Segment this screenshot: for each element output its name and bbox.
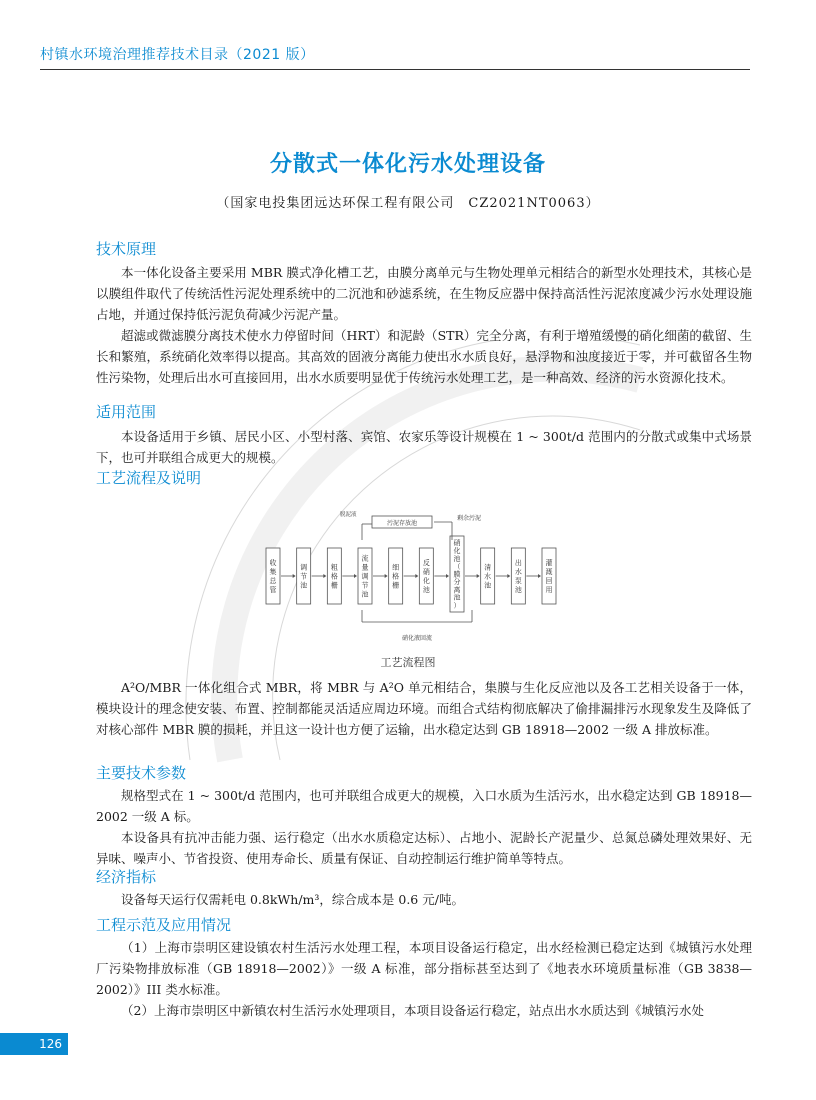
flow-box-label: （ <box>453 562 461 571</box>
document-title: 分散式一体化污水处理设备 <box>269 151 546 177</box>
flow-box-label: 化 <box>422 577 430 586</box>
flow-box-label: 清 <box>484 563 492 572</box>
flow-box-label: 细 <box>392 563 400 572</box>
flow-box-label: 格 <box>392 572 400 581</box>
flow-box-label: 收 <box>269 559 277 568</box>
flow-box-label: 水 <box>484 572 492 581</box>
principle-text <box>96 262 752 388</box>
flow-box-label: 反 <box>422 559 430 568</box>
flow-box-label: 泵 <box>514 577 522 586</box>
flow-box-label: 溉 <box>545 568 553 577</box>
paragraph: 本一体化设备主要采用 MBR 膜式净化槽工艺，由膜分离单元与生物处理单元相结合的新型水处理技术，其核心是以膜组件取代了传统活性污泥处理系统中的二沉池和砂滤系统，在生物反应器中保持高活性污泥浓度减少污水处理设施占地，并通过保持低污泥负荷减少污泥产量。 <box>96 265 752 322</box>
flow-box-label: 池 <box>514 586 522 595</box>
flow-box-label: 流 <box>361 554 369 563</box>
section-heading-scope: 适用范围 <box>96 403 157 421</box>
flow-arrow-head <box>385 574 388 578</box>
flow-box-label: 灌 <box>545 559 553 568</box>
flow-box-label: 格 <box>330 572 338 581</box>
paragraph: 超滤或微滤膜分离技术使水力停留时间（HRT）和泥龄（STR）完全分离，有利于增殖缓慢的硝化细菌的截留、生长和繁殖，系统硝化效率得以提高。其高效的固液分离能力使出水水质良好，悬浮物和浊度接近于零，并可截留各生物性污染物，处理后出水可直接回用，出水水质要明显优于传统污水处理工艺，是一种高效、经济的污水资源化技术。 <box>96 328 752 385</box>
flow-box-label: 硝 <box>453 539 461 548</box>
document-subtitle: （国家电投集团远达环保工程有限公司 CZ2021NT0063） <box>216 196 600 211</box>
flow-box-label: 水 <box>514 568 522 577</box>
paragraph: 本设备适用于乡镇、居民小区、小型村落、宾馆、农家乐等设计规模在 1 ~ 300t/d 范围内的分散式或集中式场景下，也可并联组合成更大的规模。 <box>96 429 752 465</box>
remaining-sludge-label: 剩余污泥 <box>457 515 482 522</box>
section-heading-process: 工艺流程及说明 <box>96 469 202 487</box>
section-heading-economy: 经济指标 <box>96 868 157 886</box>
flow-box-label: 池 <box>422 586 430 595</box>
flow-box-label: 节 <box>300 572 308 581</box>
paragraph: （1）上海市崇明区建设镇农村生活污水处理工程，本项目设备运行稳定，出水经检测已稳定达到《城镇污水处理厂污染物排放标准（GB 18918—2002）》一级 A 标准，部分指标甚至达到了《地表水环境质量标准（GB 3838—2002）》III 类水标准。 <box>96 940 752 997</box>
flow-box-label: 粗 <box>330 563 338 572</box>
paragraph: 本设备具有抗冲击能力强、运行稳定（出水水质稳定达标）、占地小、泥龄长产泥量少、总氮总磷处理效果好、无异味、噪声小、节省投资、使用寿命长、质量有保证、自动控制运行维护简单等特点。 <box>96 830 752 866</box>
flow-box-label: 池 <box>361 590 369 599</box>
cases-text <box>96 937 752 1021</box>
figure-caption: 工艺流程图 <box>380 656 436 669</box>
paragraph: A²O/MBR 一体化组合式 MBR，将 MBR 与 A²O 单元相结合，集膜与生化反应池以及各工艺相关设备于一体，模块设计的理念使安装、布置、控制都能灵活适应周边环境。而组合式结构彻底解决了偷排漏排污水现象发生及降低了对核心部件 MBR 膜的损耗，并且这一设计也方便了运输，出水稳定达到 GB 18918—2002 一级 A 排放标准。 <box>96 680 752 737</box>
sludge-label: 污泥存放池 <box>386 520 418 527</box>
flow-arrow-head <box>477 574 480 578</box>
flow-box-label: 集 <box>269 568 277 577</box>
flow-arrow-head <box>293 574 296 578</box>
paragraph: 设备每天运行仅需耗电 0.8kWh/m³，综合成本是 0.6 元/吨。 <box>121 892 464 907</box>
return-label: 硝化液回流 <box>401 635 433 642</box>
flow-box-label: 池 <box>300 581 308 590</box>
flow-box-label: 量 <box>361 563 369 572</box>
flow-box-label: 池 <box>453 554 461 563</box>
flow-box-label: 节 <box>361 581 369 590</box>
flow-box-label: 出 <box>514 559 522 568</box>
flow-box-label: 调 <box>300 563 308 572</box>
flow-box-label: 管 <box>269 586 277 595</box>
flow-arrow-head <box>354 574 357 578</box>
flow-box-label: 池 <box>453 593 461 602</box>
flow-arrow-head <box>507 574 510 578</box>
flow-boxes <box>266 536 556 612</box>
flow-box-label: 栅 <box>392 581 400 590</box>
flow-box-label: 池 <box>484 581 492 590</box>
flow-arrow-head <box>323 574 326 578</box>
section-heading-params: 主要技术参数 <box>96 764 187 782</box>
flow-box-label: 调 <box>361 572 369 581</box>
section-heading-cases: 工程示范及应用情况 <box>96 916 232 934</box>
running-header: 村镇水环境治理推荐技术目录（2021 版） <box>40 47 315 63</box>
flow-arrow-head <box>415 574 418 578</box>
flow-box-label: 化 <box>453 547 461 555</box>
flow-box-label: 回 <box>545 577 553 586</box>
flow-box-label: 用 <box>545 586 553 595</box>
flow-box-label: 分 <box>453 578 461 587</box>
flow-arrow-head <box>446 574 449 578</box>
dewatering-label: 脱泥液 <box>340 512 357 518</box>
flow-arrow-head <box>538 574 541 578</box>
page-number: 126 <box>0 1033 68 1055</box>
flow-box-label: 硝 <box>422 568 430 577</box>
flow-box-label: 离 <box>453 585 461 594</box>
scope-text <box>96 426 752 468</box>
economy-text <box>96 889 752 910</box>
header-rule <box>40 69 750 70</box>
process-text <box>96 677 752 740</box>
process-flow-diagram <box>262 510 562 650</box>
flow-box-label: 膜 <box>453 570 461 579</box>
paragraph: （2）上海市崇明区中新镇农村生活污水处理项目，本项目设备运行稳定，站点出水水质达到《城镇污水处 <box>121 1003 704 1018</box>
params-text <box>96 785 752 869</box>
flow-box-label: 总 <box>269 577 277 586</box>
section-heading-principle: 技术原理 <box>96 240 157 258</box>
flow-box-label: ） <box>453 601 461 610</box>
paragraph: 规格型式在 1 ~ 300t/d 范围内，也可并联组合成更大的规模，入口水质为生活污水，出水稳定达到 GB 18918—2002 一级 A 标。 <box>96 788 752 824</box>
flow-box-label: 栅 <box>330 581 338 590</box>
